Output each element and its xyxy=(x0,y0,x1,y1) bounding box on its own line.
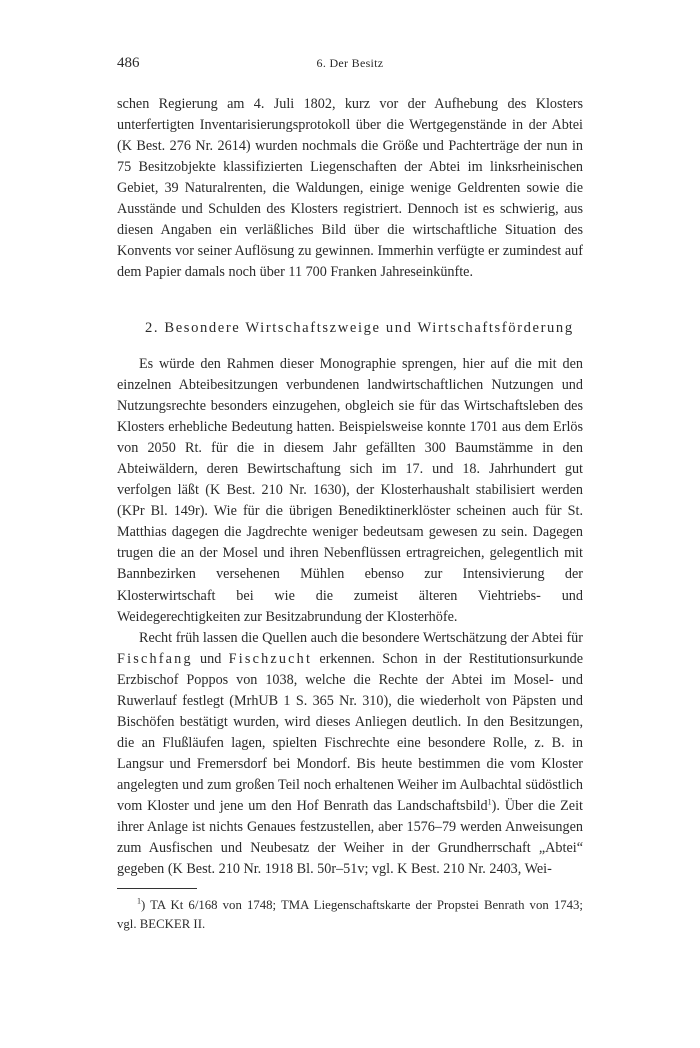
paragraph-3-part-1: Recht früh lassen die Quellen auch die besondere Wertschätzung der Abtei für xyxy=(139,629,583,646)
paragraph-3-part-2: erkennen. Schon in der Restitutionsurkunde Erzbischof Poppos von 1038, welche die Rechte der Abtei im Mosel- und Ruwerlauf festlegt (MrhUB 1 S. 365 Nr. 310), die wiederholt von Päpsten und Bischöfen bestätigt wurden, wird dieses Anliegen deutlich. In den Besitzungen, die an Flußläufen lagen, spielten Fischrechte eine besondere Rolle, z. B. in Langsur und Fremersdorf bei Mondorf. Bis heute bestimmen die vom Kloster angelegten und zum großen Teil noch erhaltenen Weiher im Aulbachtal südöstlich vom Kloster und jene um den Hof Benrath das Landschaftsbild xyxy=(117,650,584,814)
section-heading: 2. Besondere Wirtschaftszweige und Wirtschaftsförderung xyxy=(145,320,574,336)
paragraph-3-part-3: ). Über die Zeit ihrer Anlage ist nichts Genaues festzustellen, aber 1576–79 werden Anweisungen zum Ausfischen und Neubesatz der Weiher in der Grundherrschaft „Abtei“ gegeben (K Best. 210 Nr. 1918 Bl. 50r–51v; vgl. K Best. 210 Nr. 2403, Wei- xyxy=(117,797,583,878)
paragraph-3 xyxy=(117,628,583,881)
paragraph-1-text: schen Regierung am 4. Juli 1802, kurz vor der Aufhebung des Klosters unterfertigten Inventarisierungsprotokoll über die Wertgegenstände in der Abtei (K Best. 276 Nr. 2614) wurden nochmals die Größe und Pachterträge der nun in 75 Besitzobjekte klassifizierten Liegenschaften der Abtei im linksrheinischen Gebiet, 39 Naturalrenten, die Waldungen, einige wenige Geldrenten sowie die Ausstände und Schulden des Klosters registriert. Dennoch ist es schwierig, aus diesen Angaben ein verläßliches Bild über die wirtschaftliche Situation des Konvents vor seiner Auflösung zu gewinnen. Immerhin verfügte er zumindest auf dem Papier damals noch über 11 700 Franken Jahreseinkünfte. xyxy=(117,96,583,281)
term-fischzucht: Fischzucht xyxy=(228,650,313,667)
footnote-marker: 1 xyxy=(137,896,141,906)
page-number: 486 xyxy=(117,55,140,71)
section-body xyxy=(117,354,583,880)
footnote-reference: 1 xyxy=(487,797,492,807)
paragraph-continued xyxy=(117,94,583,283)
footnote-text: ) TA Kt 6/168 von 1748; TMA Liegenschaftskarte der Propstei Benrath von 1743; vgl. BECKER II. xyxy=(117,898,583,931)
footnote xyxy=(117,896,583,934)
running-title: 6. Der Besitz xyxy=(316,56,384,70)
paragraph-3-and: und xyxy=(192,650,229,667)
term-fischfang: Fischfang xyxy=(117,650,193,667)
footnote-divider xyxy=(117,888,197,889)
paragraph-2-text: Es würde den Rahmen dieser Monographie sprengen, hier auf die mit den einzelnen Abteibesitzungen verbundenen landwirtschaftlichen Nutzungen und Nutzungsrechte besonders einzugehen, obgleich sie für das Wirtschaftsleben des Klosters erhebliche Bedeutung hatten. Beispielsweise konnte 1701 aus dem Erlös von 2050 Rt. für die in diesem Jahr gefällten 300 Baumstämme in den Abteiwäldern, deren Bewirtschaftung sich im 17. und 18. Jahrhundert gut verfolgen läßt (K Best. 210 Nr. 1630), der Klosterhaushalt stabilisiert werden (KPr Bl. 149r). Wie für die übrigen Benediktinerklöster scheinen auch für St. Matthias dagegen die Jagdrechte weniger bedeutsam gewesen zu sein. Dagegen trugen die an der Mosel und ihren Nebenflüssen ertragreichen, gelegentlich mit Bannbezirken versehenen Mühlen ebenso zur Intensivierung der Klosterwirtschaft bei wie die zumeist älteren Viehtriebs- und Weidegerechtigkeiten zur Besitzabrundung der Klosterhöfe. xyxy=(117,356,583,625)
page-header xyxy=(117,55,583,73)
